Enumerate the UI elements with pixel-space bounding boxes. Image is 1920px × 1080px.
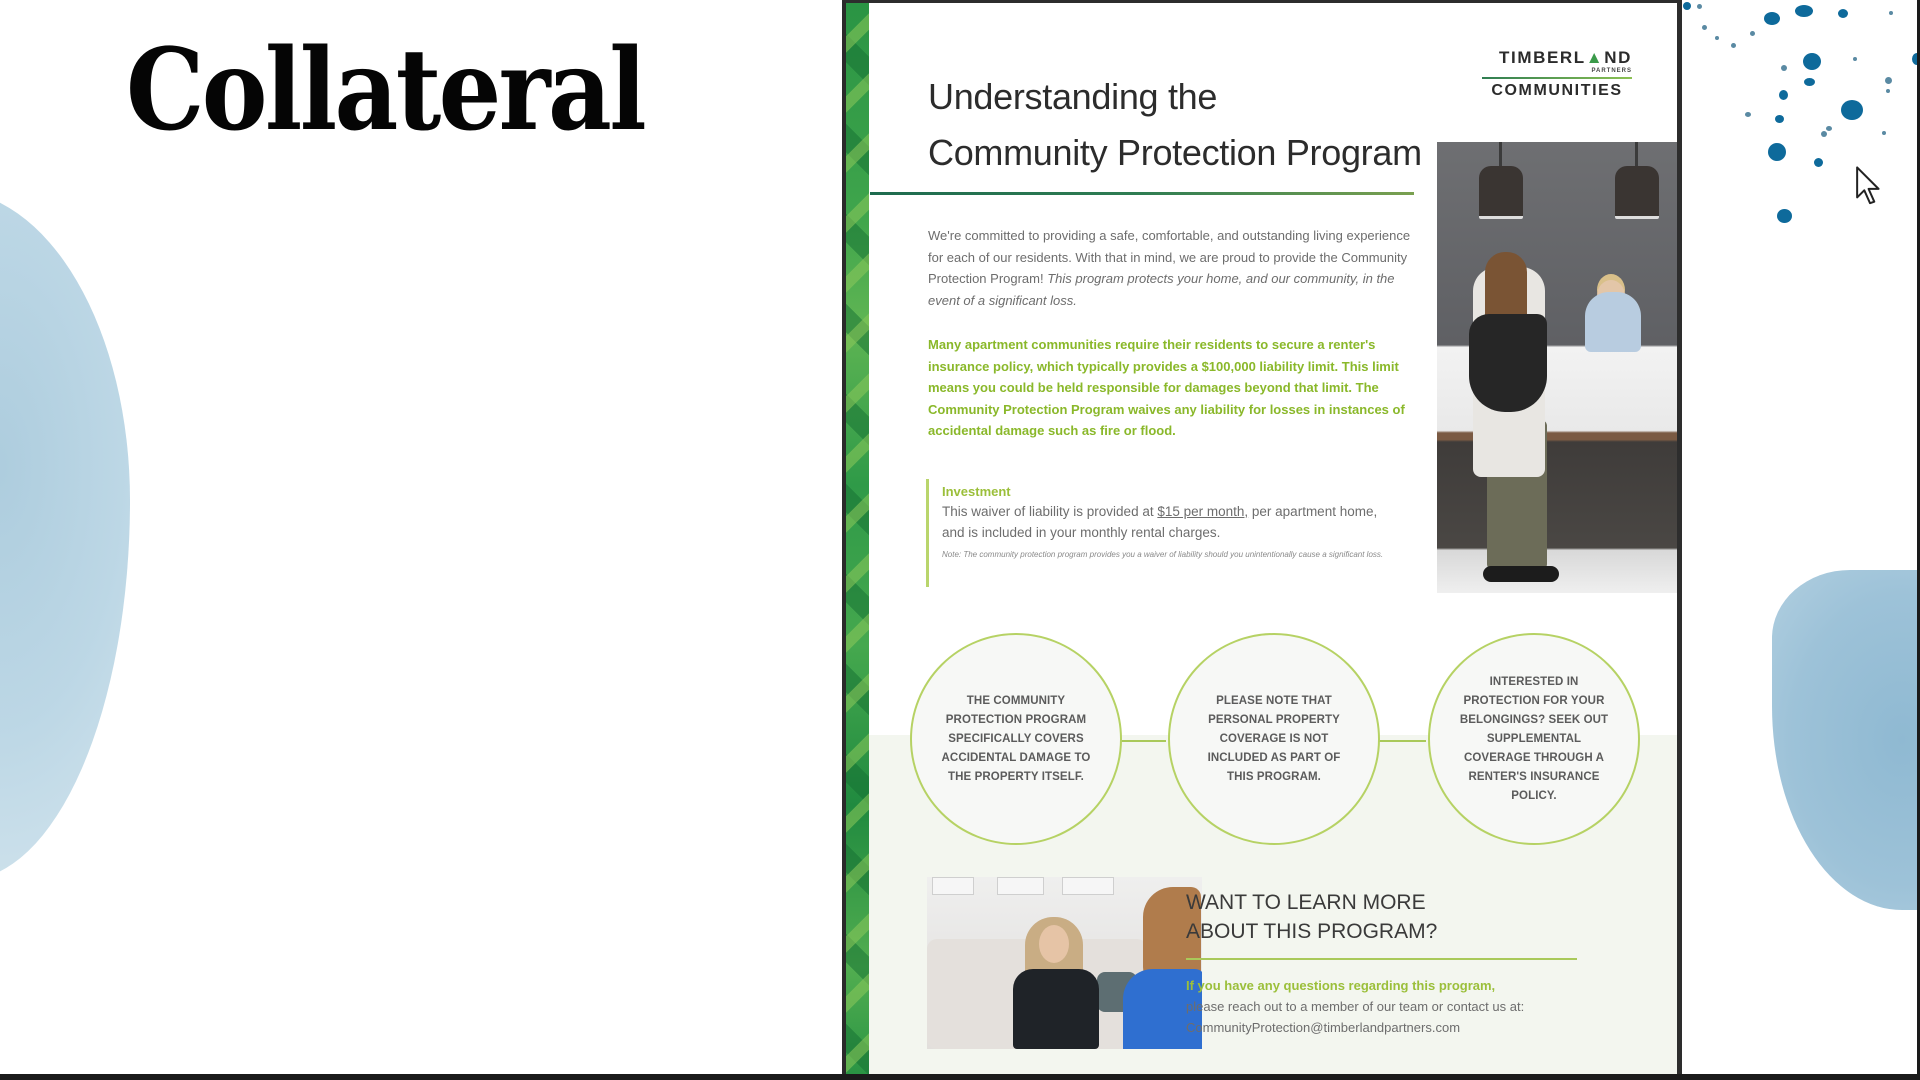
resident-meeting-photo	[927, 877, 1202, 1049]
tree-icon: ▲	[1585, 48, 1605, 67]
reception-desk-photo	[1437, 142, 1677, 593]
watercolor-blob-right	[1772, 570, 1920, 910]
collateral-document	[842, 0, 1682, 1074]
logo-wordmark: TIMBERL▲ND	[1499, 48, 1632, 67]
info-circle-coverage: THE COMMUNITY PROTECTION PROGRAM SPECIFICALLY COVERS ACCIDENTAL DAMAGE TO THE PROPERTY ITSELF.	[910, 633, 1122, 845]
circle-connector	[1120, 740, 1166, 742]
cta-divider	[1186, 958, 1577, 960]
contact-email: CommunityProtection@timberlandpartners.com	[1186, 1020, 1461, 1035]
investment-note: Note: The community protection program provides you a waiver of liability should you unintentionally cause a significant loss.	[942, 550, 1384, 559]
slide-title: Collateral	[126, 25, 644, 156]
intro-paragraph: We're committed to providing a safe, comfortable, and outstanding living experience for each of our residents. With that in mind, we are proud to provide the Community Protection Program! This program protects your home, and our community, in the event of a significant loss.	[928, 228, 1411, 308]
cta-body: please reach out to a member of our team or contact us at: CommunityProtection@timberlandpartners.com	[1186, 996, 1586, 1038]
document-title-line2: Community Protection Program	[928, 132, 1422, 173]
info-circle-renters-insurance: INTERESTED IN PROTECTION FOR YOUR BELONGINGS? SEEK OUT SUPPLEMENTAL COVERAGE THROUGH A RENTER'S INSURANCE POLICY.	[1428, 633, 1640, 845]
timberland-logo	[1482, 49, 1632, 99]
logo-partners: PARTNERS	[1591, 68, 1632, 74]
cta-heading: WANT TO LEARN MORE ABOUT THIS PROGRAM?	[1186, 891, 1438, 943]
circle-connector	[1376, 740, 1426, 742]
mouse-cursor-icon	[1855, 166, 1885, 206]
investment-body: This waiver of liability is provided at $15 per month, per apartment home, and is included in your monthly rental charges.	[942, 504, 1378, 540]
green-side-stripe	[846, 3, 869, 1074]
investment-callout	[926, 479, 1396, 587]
highlight-paragraph: Many apartment communities require their residents to secure a renter's insurance policy, which typically provides a $100,000 liability limit. This limit means you could be held responsible for damages beyond that limit. The Community Protection Program waives any liability for losses in instances of accidental damage such as fire or flood.	[928, 337, 1405, 438]
investment-price: $15 per month,	[1157, 504, 1249, 519]
document-title-line1: Understanding the	[928, 76, 1218, 117]
logo-communities: COMMUNITIES	[1491, 82, 1623, 99]
bottom-bar	[0, 1074, 1920, 1080]
document-title	[928, 69, 1488, 181]
cta-question: If you have any questions regarding this program,	[1186, 978, 1496, 993]
watercolor-blob-left	[0, 190, 130, 880]
title-divider	[870, 192, 1414, 195]
info-circle-personal-property: PLEASE NOTE THAT PERSONAL PROPERTY COVERAGE IS NOT INCLUDED AS PART OF THIS PROGRAM.	[1168, 633, 1380, 845]
logo-divider	[1482, 77, 1632, 79]
investment-heading: Investment	[942, 484, 1011, 499]
